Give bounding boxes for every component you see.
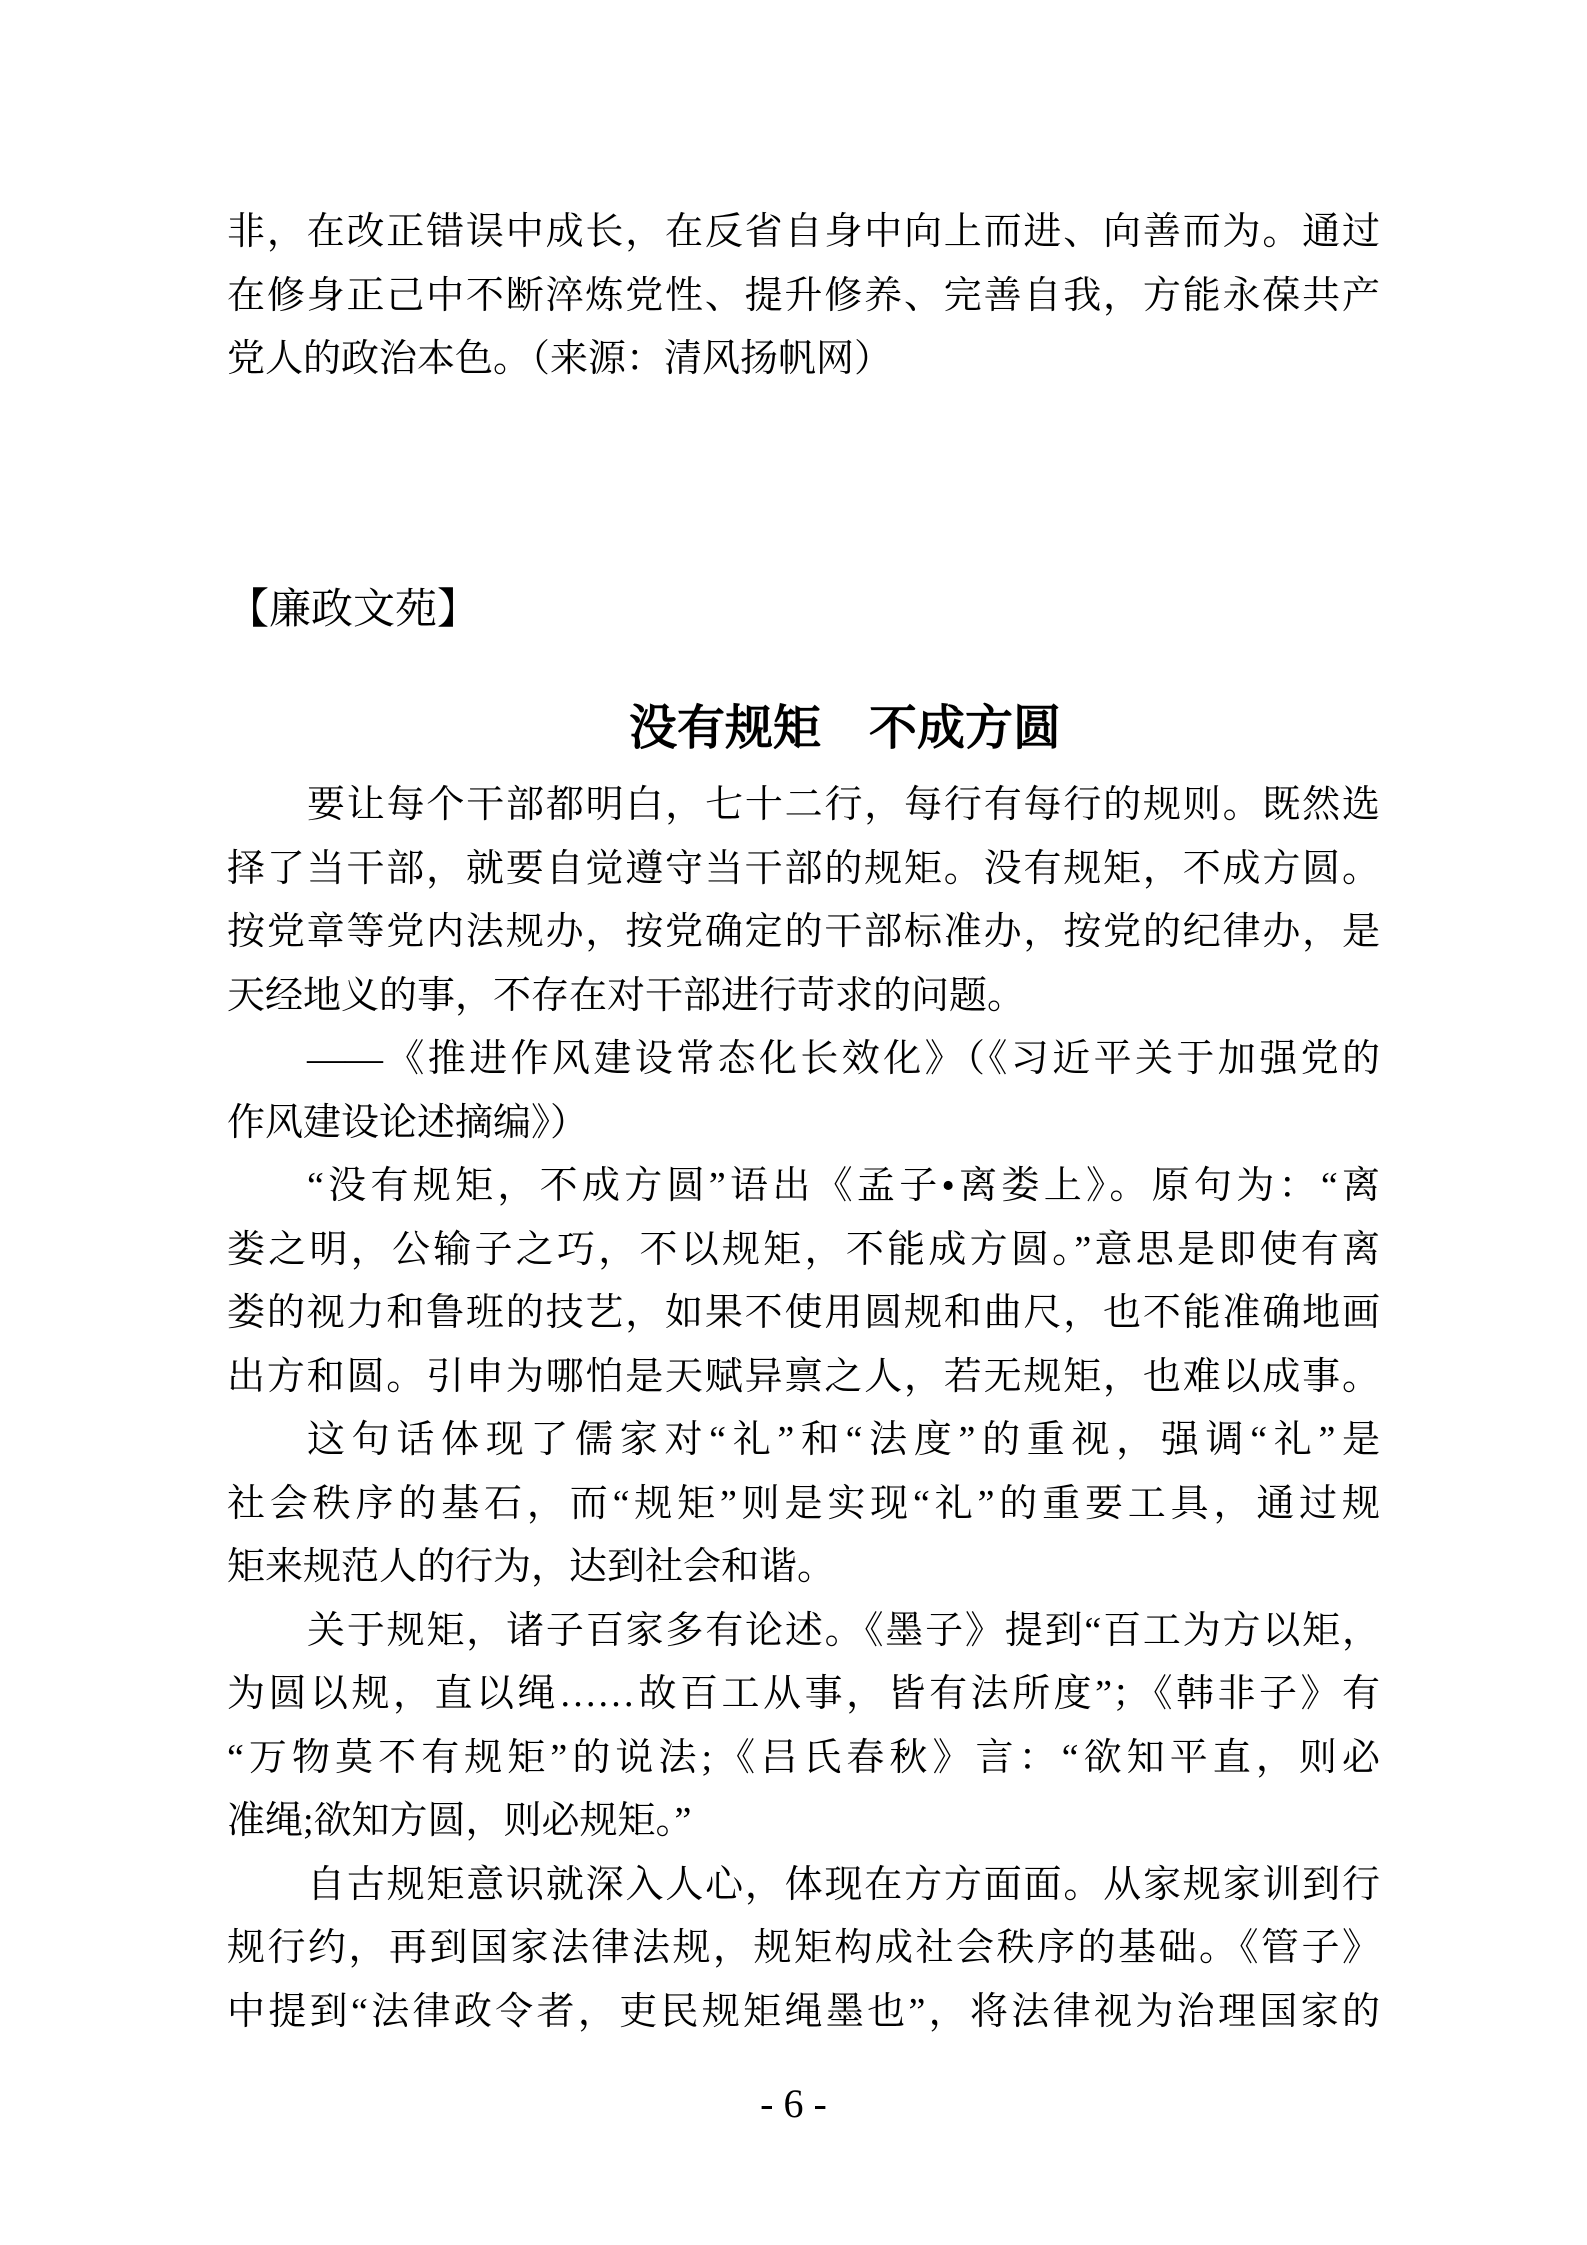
text-line: 矩来规范人的行为，达到社会和谐。 (227, 1546, 836, 1588)
text-line: ——《推进作风建设常态化长效化》（《习近平关于加强党的 (307, 1038, 1380, 1080)
paragraph (227, 1600, 1380, 1854)
text-line: 社会秩序的基石，而“规矩”则是实现“礼”的重要工具，通过规 (227, 1482, 1380, 1525)
text-line: 规行约，再到国家法律法规，规矩构成社会秩序的基础。《管子》 (227, 1927, 1380, 1969)
text-line: 娄的视力和鲁班的技艺，如果不使用圆规和曲尺，也不能准确地画 (227, 1292, 1380, 1334)
paragraph (227, 1155, 1380, 1409)
text-line: 中提到“法律政令者，吏民规矩绳墨也”，将法律视为治理国家的 (227, 1990, 1380, 2033)
text-line: 党人的政治本色。（来源：清风扬帆网） (227, 338, 893, 380)
text-line: 在修身正己中不断淬炼党性、提升修养、完善自我，方能永葆共产 (227, 274, 1380, 317)
text-line: “万物莫不有规矩”的说法;《吕氏春秋》言：“欲知平直，则必 (227, 1736, 1380, 1779)
section-header: 【廉政文苑】 (227, 587, 480, 633)
page-number: - 6 - (760, 2081, 827, 2126)
text-line: 按党章等党内法规办，按党确定的干部标准办，按党的纪律办，是 (227, 911, 1380, 953)
text-line: 准绳;欲知方圆，则必规矩。” (227, 1800, 692, 1842)
text-line: 天经地义的事，不存在对干部进行苛求的问题。 (227, 974, 1026, 1017)
text-line: 关于规矩，诸子百家多有论述。《墨子》提到“百工为方以矩， (307, 1609, 1380, 1652)
paragraph (227, 1409, 1380, 1600)
text-line: 这句话体现了儒家对“礼”和“法度”的重视，强调“礼”是 (307, 1419, 1380, 1461)
text-line: 择了当干部，就要自觉遵守当干部的规矩。没有规矩，不成方圆。 (227, 847, 1380, 890)
article-title: 没有规矩 不成方圆 (628, 702, 1061, 755)
text-line: 作风建设论述摘编》） (227, 1101, 589, 1144)
paragraph (227, 1028, 1380, 1155)
text-line: 出方和圆。引申为哪怕是天赋异禀之人，若无规矩，也难以成事。 (227, 1355, 1380, 1398)
article-body (227, 774, 1380, 2044)
text-line: 要让每个干部都明白，七十二行，每行有每行的规则。既然选 (307, 784, 1380, 826)
text-line: 为圆以规，直以绳……故百工从事，皆有法所度”；《韩非子》有 (227, 1673, 1380, 1715)
text-line: 非，在改正错误中成长，在反省自身中向上而进、向善而为。通过 (227, 211, 1380, 253)
paragraph (227, 1854, 1380, 2045)
text-line: 自古规矩意识就深入人心，体现在方方面面。从家规家训到行 (307, 1863, 1380, 1906)
continued-paragraph (227, 201, 1380, 392)
text-line: “没有规矩，不成方圆”语出《孟子•离娄上》。原句为：“离 (307, 1165, 1380, 1207)
paragraph (227, 774, 1380, 1028)
text-line: 娄之明，公输子之巧，不以规矩，不能成方圆。”意思是即使有离 (227, 1228, 1380, 1271)
